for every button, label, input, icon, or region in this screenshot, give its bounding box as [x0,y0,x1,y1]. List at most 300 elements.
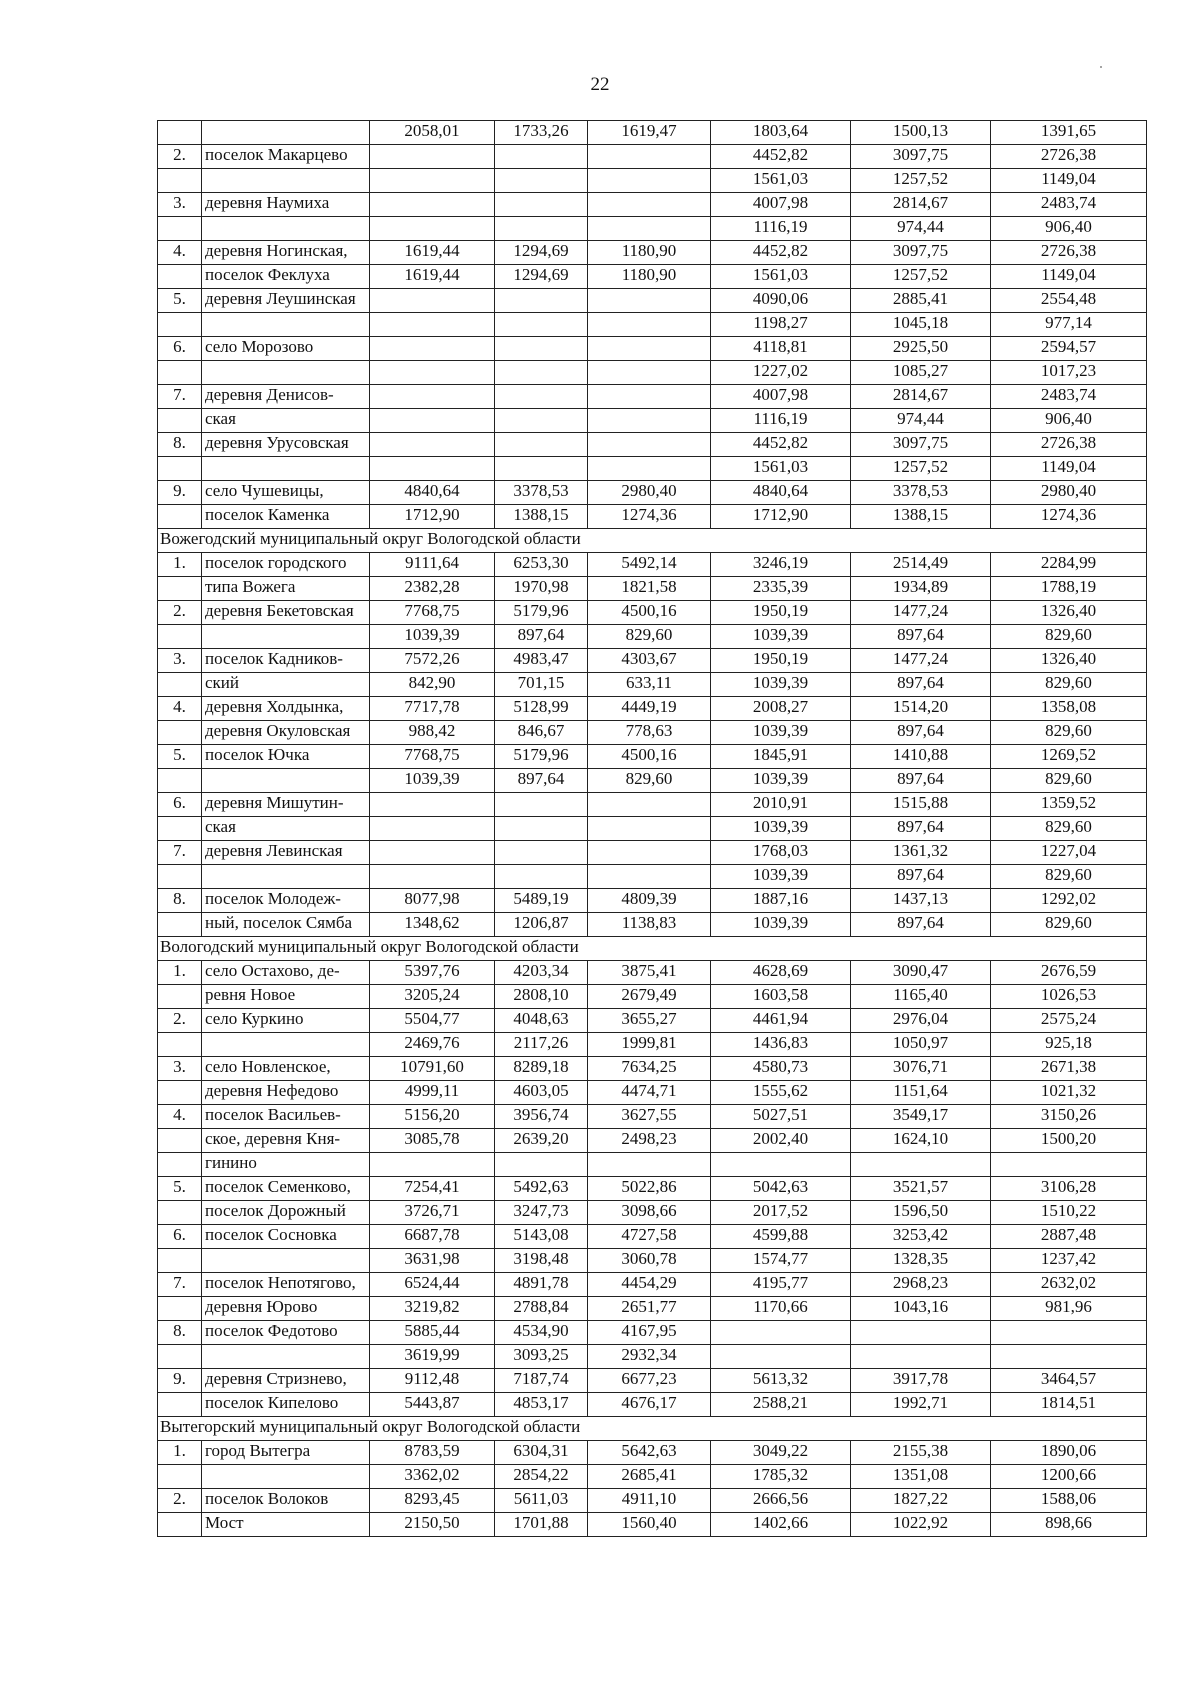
value-cell: 1845,91 [711,745,851,769]
value-cell: 1999,81 [588,1033,711,1057]
value-cell: 1814,51 [991,1393,1147,1417]
value-cell: 7187,74 [495,1369,588,1393]
value-cell: 778,63 [588,721,711,745]
settlement-name [202,169,370,193]
scan-speck [1100,66,1102,68]
value-cell: 1890,06 [991,1441,1147,1465]
value-cell [588,1153,711,1177]
value-cell: 8077,98 [370,889,495,913]
value-cell: 1116,19 [711,217,851,241]
value-cell: 4449,19 [588,697,711,721]
row-number [158,769,202,793]
value-cell [495,817,588,841]
value-cell: 1116,19 [711,409,851,433]
row-number: 4. [158,697,202,721]
settlement-name: поселок Молодеж- [202,889,370,913]
value-cell [711,1153,851,1177]
settlement-name: поселок Непотягово, [202,1273,370,1297]
value-cell: 3097,75 [851,433,991,457]
row-number [158,1297,202,1321]
value-cell: 4007,98 [711,193,851,217]
value-cell: 2676,59 [991,961,1147,985]
value-cell: 1180,90 [588,241,711,265]
table-row [158,1033,1147,1057]
value-cell [495,457,588,481]
value-cell: 3875,41 [588,961,711,985]
row-number [158,985,202,1009]
value-cell: 1619,47 [588,121,711,145]
value-cell: 2639,20 [495,1129,588,1153]
settlement-name [202,361,370,385]
row-number: 6. [158,1225,202,1249]
table-row [158,1225,1147,1249]
value-cell: 1326,40 [991,601,1147,625]
value-cell: 2058,01 [370,121,495,145]
section-header-row [158,937,1147,961]
value-cell: 981,96 [991,1297,1147,1321]
value-cell: 2554,48 [991,289,1147,313]
value-cell: 1165,40 [851,985,991,1009]
value-cell [588,145,711,169]
row-number [158,721,202,745]
value-cell: 6304,31 [495,1441,588,1465]
table-row [158,673,1147,697]
value-cell: 2588,21 [711,1393,851,1417]
row-number [158,577,202,601]
row-number: 5. [158,745,202,769]
value-cell: 2980,40 [588,481,711,505]
value-cell: 3627,55 [588,1105,711,1129]
value-cell: 3464,57 [991,1369,1147,1393]
value-cell: 1785,32 [711,1465,851,1489]
settlement-name: поселок Васильев- [202,1105,370,1129]
value-cell: 1410,88 [851,745,991,769]
table-row [158,1273,1147,1297]
value-cell: 3246,19 [711,553,851,577]
value-cell: 2382,28 [370,577,495,601]
value-cell [370,433,495,457]
settlement-name [202,217,370,241]
table-row [158,385,1147,409]
value-cell: 897,64 [851,817,991,841]
value-cell: 3362,02 [370,1465,495,1489]
value-cell [588,457,711,481]
settlement-name: деревня Урусовская [202,433,370,457]
value-cell: 1733,26 [495,121,588,145]
value-cell: 1039,39 [370,769,495,793]
value-cell: 4983,47 [495,649,588,673]
table-row [158,217,1147,241]
value-cell: 1500,13 [851,121,991,145]
row-number: 7. [158,1273,202,1297]
value-cell: 1950,19 [711,601,851,625]
value-cell: 1017,23 [991,361,1147,385]
settlement-name: село Новленское, [202,1057,370,1081]
value-cell [588,313,711,337]
value-cell [495,433,588,457]
value-cell: 1358,08 [991,697,1147,721]
value-cell: 3098,66 [588,1201,711,1225]
value-cell: 5611,03 [495,1489,588,1513]
value-cell: 2980,40 [991,481,1147,505]
table-row [158,793,1147,817]
row-number: 7. [158,385,202,409]
value-cell: 1257,52 [851,265,991,289]
value-cell: 974,44 [851,409,991,433]
value-cell: 3060,78 [588,1249,711,1273]
table-row [158,433,1147,457]
value-cell: 5022,86 [588,1177,711,1201]
value-cell: 2968,23 [851,1273,991,1297]
row-number [158,1345,202,1369]
value-cell: 3521,57 [851,1177,991,1201]
settlement-name: деревня Мишутин- [202,793,370,817]
table-row [158,169,1147,193]
settlement-name: ская [202,409,370,433]
table-row [158,745,1147,769]
settlement-name [202,769,370,793]
settlement-name [202,1465,370,1489]
section-header-row [158,529,1147,553]
value-cell: 1198,27 [711,313,851,337]
settlement-name [202,1345,370,1369]
value-cell: 906,40 [991,217,1147,241]
settlement-name [202,865,370,889]
value-cell: 1361,32 [851,841,991,865]
value-cell [495,193,588,217]
value-cell: 3076,71 [851,1057,991,1081]
value-cell: 1170,66 [711,1297,851,1321]
value-cell: 1039,39 [711,625,851,649]
value-cell: 4007,98 [711,385,851,409]
value-cell: 4840,64 [711,481,851,505]
value-cell: 4500,16 [588,601,711,625]
settlement-name: деревня Нефедово [202,1081,370,1105]
value-cell: 2932,34 [588,1345,711,1369]
value-cell: 1206,87 [495,913,588,937]
table-row [158,1201,1147,1225]
value-cell: 2887,48 [991,1225,1147,1249]
value-cell: 1026,53 [991,985,1147,1009]
settlement-name: ный, поселок Сямба [202,913,370,937]
value-cell [588,193,711,217]
value-cell: 5156,20 [370,1105,495,1129]
value-cell: 2117,26 [495,1033,588,1057]
row-number: 1. [158,961,202,985]
value-cell: 897,64 [851,913,991,937]
value-cell: 3917,78 [851,1369,991,1393]
value-cell: 7634,25 [588,1057,711,1081]
table-row [158,865,1147,889]
value-cell: 1477,24 [851,649,991,673]
value-cell: 1257,52 [851,457,991,481]
value-cell: 1294,69 [495,265,588,289]
value-cell: 2854,22 [495,1465,588,1489]
value-cell [370,457,495,481]
value-cell: 2010,91 [711,793,851,817]
row-number [158,1201,202,1225]
value-cell: 4727,58 [588,1225,711,1249]
settlement-name: деревня Ногинская, [202,241,370,265]
value-cell: 2808,10 [495,985,588,1009]
row-number: 6. [158,337,202,361]
table-row [158,1297,1147,1321]
value-cell: 3253,42 [851,1225,991,1249]
value-cell: 3198,48 [495,1249,588,1273]
value-cell: 2150,50 [370,1513,495,1537]
value-cell [370,1153,495,1177]
value-cell: 3619,99 [370,1345,495,1369]
row-number [158,1081,202,1105]
value-cell: 4676,17 [588,1393,711,1417]
value-cell: 5143,08 [495,1225,588,1249]
value-cell: 2575,24 [991,1009,1147,1033]
settlement-name: деревня Бекетовская [202,601,370,625]
table-row [158,1057,1147,1081]
value-cell [370,409,495,433]
table-row [158,985,1147,1009]
value-cell: 897,64 [495,625,588,649]
table-row [158,361,1147,385]
value-cell: 2814,67 [851,193,991,217]
value-cell: 1934,89 [851,577,991,601]
value-cell: 829,60 [991,913,1147,937]
value-cell [495,865,588,889]
value-cell: 2498,23 [588,1129,711,1153]
value-cell: 1624,10 [851,1129,991,1153]
value-cell: 7768,75 [370,601,495,625]
value-cell: 1200,66 [991,1465,1147,1489]
value-cell: 5397,76 [370,961,495,985]
value-cell: 2514,49 [851,553,991,577]
value-cell: 5504,77 [370,1009,495,1033]
value-cell: 5179,96 [495,745,588,769]
value-cell: 3219,82 [370,1297,495,1321]
value-cell: 1138,83 [588,913,711,937]
settlement-name: ский [202,673,370,697]
table-row [158,649,1147,673]
table-row [158,1441,1147,1465]
value-cell: 2594,57 [991,337,1147,361]
value-cell: 1555,62 [711,1081,851,1105]
value-cell: 4195,77 [711,1273,851,1297]
settlement-name [202,1033,370,1057]
value-cell: 5492,14 [588,553,711,577]
value-cell: 5642,63 [588,1441,711,1465]
table-row [158,913,1147,937]
value-cell: 2002,40 [711,1129,851,1153]
value-cell: 1437,13 [851,889,991,913]
value-cell [588,337,711,361]
value-cell: 2726,38 [991,433,1147,457]
value-cell: 1514,20 [851,697,991,721]
value-cell: 1351,08 [851,1465,991,1489]
table-row [158,481,1147,505]
table-row [158,289,1147,313]
value-cell: 1237,42 [991,1249,1147,1273]
value-cell: 1515,88 [851,793,991,817]
settlement-name [202,1249,370,1273]
value-cell: 1227,04 [991,841,1147,865]
value-cell: 1560,40 [588,1513,711,1537]
value-cell [370,313,495,337]
value-cell [851,1153,991,1177]
value-cell: 5042,63 [711,1177,851,1201]
value-cell: 6687,78 [370,1225,495,1249]
value-cell: 988,42 [370,721,495,745]
table-row [158,193,1147,217]
value-cell: 4999,11 [370,1081,495,1105]
value-cell: 1619,44 [370,265,495,289]
settlement-name: поселок Кадников- [202,649,370,673]
value-cell [370,793,495,817]
section-title: Вытегорский муниципальный округ Вологодской области [158,1417,1147,1441]
value-cell: 1294,69 [495,241,588,265]
value-cell: 1257,52 [851,169,991,193]
settlement-name: поселок Кипелово [202,1393,370,1417]
value-cell: 4452,82 [711,433,851,457]
value-cell [370,145,495,169]
value-cell: 897,64 [851,673,991,697]
row-number [158,217,202,241]
table-row [158,841,1147,865]
value-cell: 1477,24 [851,601,991,625]
value-cell: 1561,03 [711,169,851,193]
value-cell: 9112,48 [370,1369,495,1393]
row-number [158,457,202,481]
settlement-name: деревня Наумиха [202,193,370,217]
value-cell: 1768,03 [711,841,851,865]
value-cell: 1970,98 [495,577,588,601]
value-cell: 2885,41 [851,289,991,313]
value-cell: 3956,74 [495,1105,588,1129]
row-number: 2. [158,1489,202,1513]
table-row [158,337,1147,361]
row-number: 2. [158,145,202,169]
row-number: 9. [158,481,202,505]
value-cell: 897,64 [495,769,588,793]
value-cell: 1227,02 [711,361,851,385]
table-row [158,1321,1147,1345]
value-cell: 7254,41 [370,1177,495,1201]
value-cell: 8293,45 [370,1489,495,1513]
value-cell: 1391,65 [991,121,1147,145]
value-cell: 4454,29 [588,1273,711,1297]
value-cell: 4628,69 [711,961,851,985]
table-row [158,1009,1147,1033]
value-cell: 1359,52 [991,793,1147,817]
value-cell: 4809,39 [588,889,711,913]
row-number: 8. [158,889,202,913]
settlement-name: поселок Каменка [202,505,370,529]
value-cell [588,169,711,193]
row-number: 2. [158,1009,202,1033]
value-cell [370,169,495,193]
value-cell: 1274,36 [588,505,711,529]
settlement-name: гинино [202,1153,370,1177]
value-cell: 5443,87 [370,1393,495,1417]
table-row [158,1513,1147,1537]
table-row [158,1249,1147,1273]
settlement-name: деревня Юрово [202,1297,370,1321]
value-cell: 4303,67 [588,649,711,673]
value-cell: 3378,53 [851,481,991,505]
row-number: 8. [158,1321,202,1345]
page-number: 22 [590,74,610,95]
value-cell [588,433,711,457]
value-cell: 2726,38 [991,145,1147,169]
value-cell: 3549,17 [851,1105,991,1129]
value-cell: 1039,39 [711,865,851,889]
value-cell: 3085,78 [370,1129,495,1153]
value-cell [851,1345,991,1369]
value-cell: 1821,58 [588,577,711,601]
settlement-name: поселок Дорожный [202,1201,370,1225]
value-cell: 829,60 [991,865,1147,889]
settlement-name: село Чушевицы, [202,481,370,505]
value-cell [495,145,588,169]
table-row [158,769,1147,793]
table-row [158,1393,1147,1417]
value-cell: 1402,66 [711,1513,851,1537]
value-cell: 1151,64 [851,1081,991,1105]
value-cell: 4452,82 [711,241,851,265]
table-row [158,1153,1147,1177]
value-cell: 1388,15 [495,505,588,529]
value-cell: 633,11 [588,673,711,697]
value-cell: 1021,32 [991,1081,1147,1105]
value-cell: 829,60 [991,625,1147,649]
row-number [158,409,202,433]
value-cell: 1039,39 [370,625,495,649]
settlement-name: деревня Стризнево, [202,1369,370,1393]
value-cell [711,1321,851,1345]
value-cell: 1085,27 [851,361,991,385]
settlement-name: поселок Макарцево [202,145,370,169]
value-cell: 4911,10 [588,1489,711,1513]
value-cell: 2284,99 [991,553,1147,577]
value-cell: 1588,06 [991,1489,1147,1513]
value-cell: 1022,92 [851,1513,991,1537]
value-cell: 1274,36 [991,505,1147,529]
settlement-name: деревня Денисов- [202,385,370,409]
row-number: 7. [158,841,202,865]
value-cell: 2469,76 [370,1033,495,1057]
value-cell: 1039,39 [711,673,851,697]
table-body [158,121,1147,1537]
value-cell [588,385,711,409]
value-cell: 2679,49 [588,985,711,1009]
row-number [158,313,202,337]
value-cell [495,361,588,385]
table-row [158,241,1147,265]
value-cell: 4452,82 [711,145,851,169]
settlement-name: поселок Волоков [202,1489,370,1513]
table-row [158,721,1147,745]
value-cell [588,289,711,313]
settlement-name: село Куркино [202,1009,370,1033]
value-cell: 897,64 [851,769,991,793]
value-cell: 1712,90 [711,505,851,529]
row-number [158,505,202,529]
value-cell [370,217,495,241]
value-cell [495,1153,588,1177]
value-cell: 1388,15 [851,505,991,529]
table-row [158,1369,1147,1393]
row-number [158,1393,202,1417]
value-cell: 1950,19 [711,649,851,673]
table-row [158,145,1147,169]
